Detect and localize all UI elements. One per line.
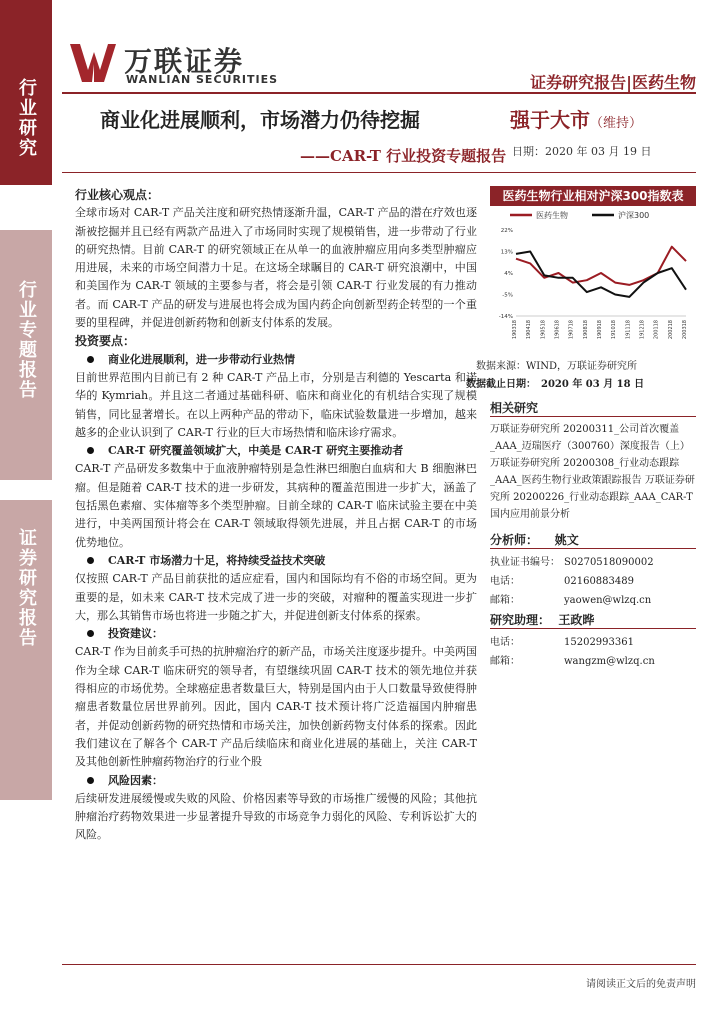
- chart-cutoff-date: 数据截止日期： 2020 年 03 月 18 日: [466, 379, 645, 390]
- logo-text-en: WANLIAN SECURITIES: [126, 73, 279, 86]
- x-tick-label: 190518: [540, 320, 547, 340]
- main-content: [75, 186, 477, 845]
- x-tick-label: 200118: [653, 320, 660, 340]
- header-divider: [62, 92, 696, 94]
- analyst-email: yaowen@wlzq.cn: [564, 595, 652, 606]
- assistant-divider: [490, 628, 696, 629]
- sidebar: [0, 0, 52, 1024]
- legend-label: 医药生物: [536, 211, 568, 220]
- x-tick-label: 191118: [625, 320, 632, 340]
- footer-disclaimer: 请阅读正文后的免责声明: [586, 979, 696, 990]
- related-text: 万联证券研究所 20200311_公司首次覆盖_AAA_迈瑞医疗（300760）深度报告（上）万联证券研究所 20200308_行业动态跟踪_AAA_医药生物行业政策跟踪报告 万联证券研究所 20200226_行业动态跟踪_AAA_CAR-T 国内应用前景分析: [490, 424, 695, 520]
- x-tick-label: 190718: [568, 320, 575, 340]
- chart-source: 数据来源：WIND，万联证券研究所: [476, 361, 637, 372]
- points-heading: 投资要点：: [75, 334, 136, 349]
- point-title: 风险因素：: [75, 772, 477, 790]
- sidebar-label: 证券研究报告: [16, 528, 37, 648]
- analyst-details: 执业证书编号： S0270518090002 电话： 02160883489 邮箱： yaowen@wlzq.cn: [490, 553, 696, 610]
- report-type: 证券研究报告|医药生物: [530, 73, 696, 92]
- company-logo: [70, 44, 116, 82]
- point-text: CAR-T 产品研发多数集中于血液肿瘤特别是急性淋巴细胞白血病和大 B 细胞淋巴瘤。但是随着 CAR-T 技术的进一步研发，其病种的覆盖范围进一步扩大，涵盖了包括黑色素瘤、实体瘤等多个类型肿瘤。目前全球的 CAR-T 临床试验主要在中美进行，中美两国预计将会在 CAR-T 领域取得领先进展，并且占据 CAR-T 的市场优势地位。: [75, 462, 477, 549]
- chart-title: 医药生物行业相对沪深300指数表: [490, 186, 696, 206]
- x-tick-label: 200318: [682, 320, 688, 340]
- x-tick-label: 191018: [611, 320, 618, 340]
- core-text: 全球市场对 CAR-T 产品关注度和研究热情逐渐升温，CAR-T 产品的潜在疗效也逐渐被挖掘并且已经有两款产品进入了市场同时实现了规模销售，进一步带动了行业的研究热情。目前 CAR-T 的研究领域正在从单一的血液肿瘤应用向多类型肿瘤应用进展，未来的市场空间潜力十足。在这场全球瞩目的 CAR-T 研究浪潮中，中国和美国作为 CAR-T 领域的主要参与者，将会是引领 CAR-T 行业发展的有力推动者。而 CAR-T 产品的研发与进展也将会成为国内药企向创新型药企转型的一个重要的里程碑，并促进创新药物和创新支付体系的发展。: [75, 206, 477, 330]
- bullet-icon: [87, 630, 94, 637]
- analyst-divider: [490, 548, 696, 549]
- series-line: [516, 247, 686, 285]
- point-text: 后续研发进展缓慢或失败的风险、价格因素等导致的市场推广缓慢的风险；其他抗肿瘤治疗药物效果进一步显著提升导致的市场竞争力弱化的风险、专利诉讼扩大的风险。: [75, 791, 477, 842]
- point-title: CAR-T 市场潜力十足，将持续受益技术突破: [75, 552, 477, 570]
- assistant-details: 电话： 15202993361 邮箱： wangzm@wlzq.cn: [490, 633, 696, 671]
- assistant-email: wangzm@wlzq.cn: [564, 656, 655, 667]
- y-tick-label: 22%: [500, 228, 513, 234]
- logo-text-cn: 万联证券: [124, 45, 245, 78]
- related-heading: 相关研究: [490, 401, 539, 415]
- assistant-phone: 15202993361: [564, 637, 634, 648]
- sidebar-section-securities-report: [0, 500, 52, 800]
- bullet-icon: [87, 777, 94, 784]
- sidebar-label: 行业研究: [16, 78, 37, 158]
- footer-divider: [62, 964, 696, 965]
- report-title: 商业化进展顺利，市场潜力仍待挖掘: [100, 108, 420, 132]
- point-title: CAR-T 研究覆盖领域扩大，中美是 CAR-T 研究主要推动者: [75, 442, 477, 460]
- assistant-name: 王政晔: [558, 613, 595, 627]
- sidebar-label: 行业专题报告: [16, 280, 37, 400]
- related-divider: [490, 416, 696, 417]
- x-tick-label: 200218: [667, 320, 674, 340]
- analyst-license: S0270518090002: [564, 557, 654, 568]
- legend-label: 沪深300: [618, 211, 650, 220]
- y-tick-label: -14%: [498, 314, 513, 320]
- y-tick-label: 4%: [504, 271, 513, 277]
- title-divider: [62, 172, 696, 173]
- point-text: 仅按照 CAR-T 产品目前获批的适应症看，国内和国际均有不俗的市场空间。更为重要的是，如未来 CAR-T 技术完成了进一步的突破，对瘤种的覆盖实现进一步扩大，那么其销售市场也将进一步随之扩大，并促进创新支付体系的探索。: [75, 572, 477, 622]
- x-tick-label: 190818: [582, 320, 589, 340]
- analyst-phone: 02160883489: [564, 576, 634, 587]
- assistant-block: [490, 612, 696, 671]
- point-title: 商业化进展顺利，进一步带动行业热情: [75, 351, 477, 369]
- rating: [510, 104, 642, 133]
- x-tick-label: 190318: [512, 320, 518, 340]
- x-tick-label: 191218: [639, 320, 646, 340]
- core-heading: 行业核心观点：: [75, 188, 160, 202]
- point-text: 目前世界范围内目前已有 2 种 CAR-T 产品上市，分别是吉利德的 Yescarta 和诺华的 Kymriah。并且这二者通过基础科研、临床和商业化的有机结合实现了规模销售，同比显著增长。在以上两种产品的带动下，临床试验数量进一步增加，越来越多的企业认识到了 CAR-T 行业的巨大市场热情和临床诊疗需求。: [75, 370, 477, 439]
- x-tick-label: 190418: [526, 320, 533, 340]
- bullet-icon: [87, 356, 94, 363]
- bullet-icon: [87, 447, 94, 454]
- rating-status: （维持）: [590, 116, 643, 131]
- point-text: CAR-T 作为目前炙手可热的抗肿瘤治疗的新产品，市场关注度逐步提升。中美两国作为全球 CAR-T 临床研究的领导者，有望继续巩固 CAR-T 技术的领先地位并获得相应的市场优势。全球癌症患者数量巨大，特别是国内由于人口数量导致使得肿瘤患者数量位居世界前列。因此，国内 CAR-T 技术预计将广泛造福国内肿瘤患者，并促动创新药物的研究热情和市场关注，加快创新药物支付体系的探索。因此我们建议在了解各个 CAR-T 产品后续临床和商业化进展的基础上，关注 CAR-T 及其他创新性肿瘤药物治疗的行业个股: [75, 645, 477, 769]
- analyst-heading-row: 分析师： 姚文: [490, 533, 579, 547]
- relative-index-chart: [490, 208, 696, 348]
- analyst-block: [490, 532, 696, 610]
- x-tick-label: 190618: [554, 320, 561, 340]
- y-tick-label: -5%: [502, 292, 513, 299]
- x-tick-label: 190918: [597, 320, 603, 340]
- assistant-heading-row: 研究助理： 王政晔: [490, 613, 595, 627]
- y-tick-label: 13%: [500, 249, 513, 256]
- report-date: 日期：2020 年 03 月 19 日: [512, 145, 652, 158]
- sidebar-section-industry-research: [0, 0, 52, 185]
- rating-label: 强于大市: [510, 108, 590, 132]
- bullet-icon: [87, 557, 94, 564]
- report-subtitle: ——CAR-T 行业投资专题报告: [300, 147, 507, 165]
- point-title: 投资建议：: [75, 625, 477, 643]
- analyst-name: 姚文: [554, 533, 579, 547]
- sidebar-section-topic-report: [0, 230, 52, 480]
- related-research: [490, 400, 696, 523]
